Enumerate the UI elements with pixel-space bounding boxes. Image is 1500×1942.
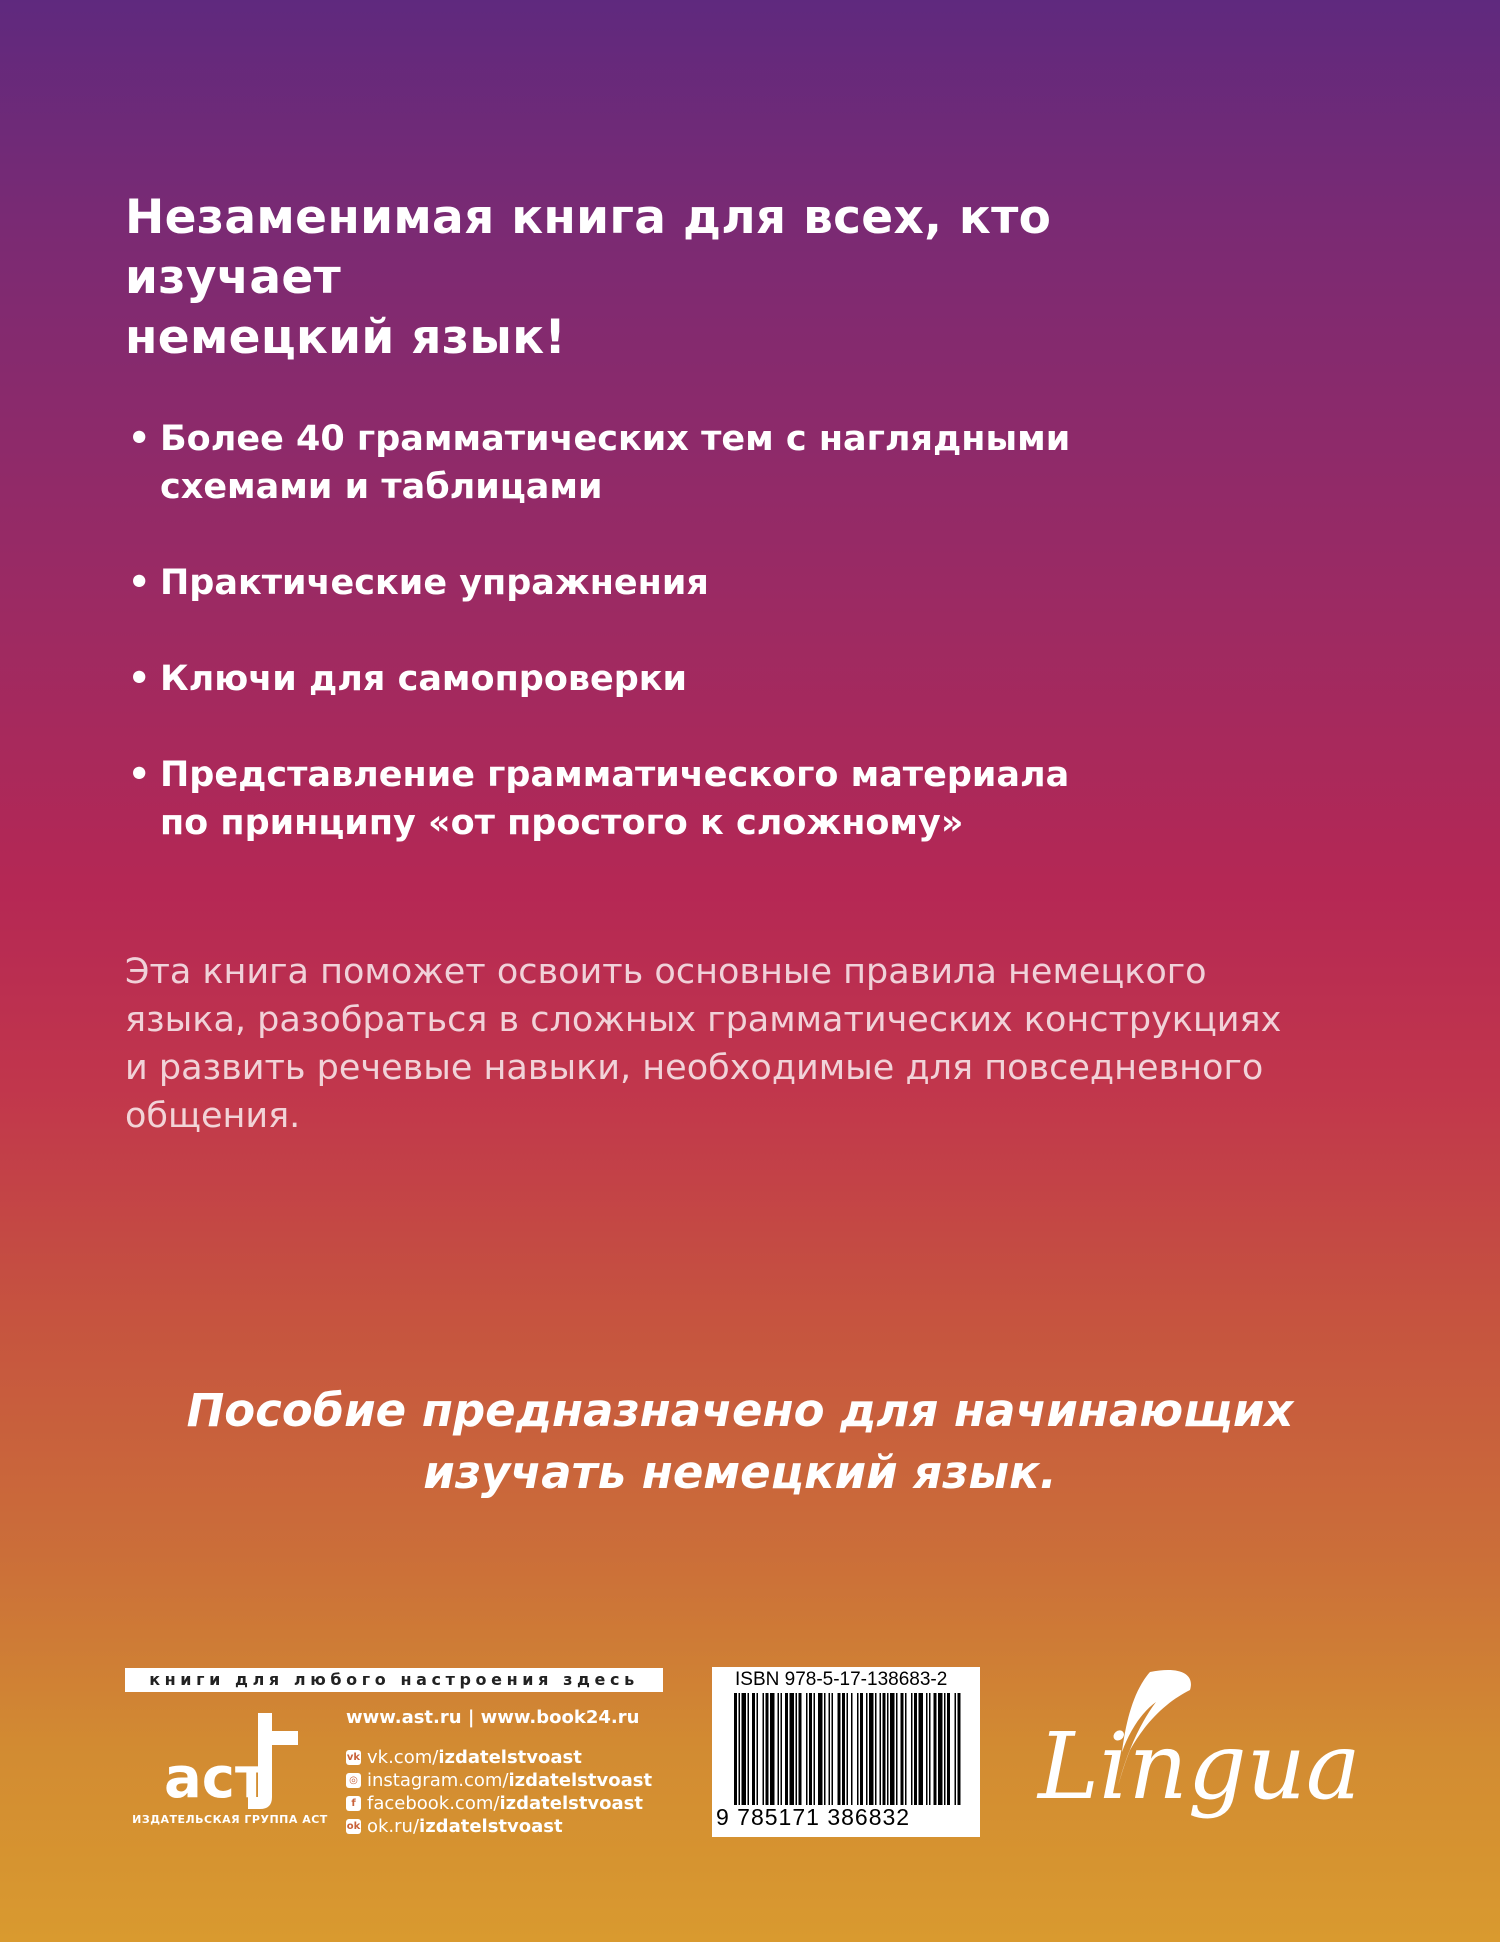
feature-line-2: схемами и таблицами — [160, 467, 603, 507]
publisher-website-link[interactable]: www.ast.ru | www.book24.ru — [346, 1707, 640, 1728]
feature-line-2: по принципу «от простого к сложному» — [160, 803, 964, 843]
barcode-bar — [880, 1693, 882, 1805]
barcode-bar — [829, 1693, 831, 1805]
feature-item — [128, 415, 1328, 511]
feature-item — [128, 751, 1328, 847]
bullet-icon: • — [128, 419, 151, 459]
barcode-bar — [890, 1693, 895, 1805]
bullet-icon: • — [128, 755, 151, 795]
target-audience-note — [0, 1380, 1480, 1504]
barcode-bar — [905, 1693, 907, 1805]
barcode-bar — [748, 1693, 750, 1805]
social-link-vk[interactable]: vk vk.com/ izdatelstvoast — [346, 1747, 582, 1768]
barcode-bar — [869, 1693, 874, 1805]
ean-digits: 9 785171 386832 — [716, 1804, 911, 1830]
odnoklassniki-icon: ok — [346, 1821, 361, 1832]
barcode-bar — [781, 1693, 783, 1805]
ast-logo-text: аст — [164, 1746, 268, 1811]
feature-line-1: Практические упражнения — [160, 563, 709, 603]
lingua-logo — [1030, 1660, 1361, 1850]
barcode-bar — [742, 1693, 747, 1805]
barcode-bar — [955, 1693, 957, 1805]
barcode-bar — [958, 1693, 961, 1805]
barcode-bar — [824, 1693, 826, 1805]
barcode-bar — [818, 1693, 823, 1805]
barcode-bar — [926, 1693, 928, 1805]
barcode-bar — [842, 1693, 845, 1805]
barcode-bar — [911, 1693, 913, 1805]
publisher-links — [346, 1707, 676, 1838]
publisher-tagline: книги для любого настроения здесь — [125, 1668, 663, 1692]
feature-line-1: Представление грамматического материала — [160, 755, 1070, 795]
vk-icon: vk — [346, 1752, 361, 1763]
headline-line-2: немецкий язык! — [125, 310, 567, 365]
social-link-odnoklassniki[interactable]: ok ok.ru/ izdatelstvoast — [346, 1816, 563, 1837]
barcode-bar — [796, 1693, 798, 1805]
barcode-bar — [838, 1693, 841, 1805]
barcode-bar — [929, 1693, 931, 1805]
barcode-icon — [734, 1693, 962, 1805]
feature-list — [128, 415, 1328, 895]
barcode-bar — [919, 1693, 924, 1805]
barcode-bar — [778, 1693, 780, 1805]
headline — [125, 188, 1275, 368]
barcode-bar — [763, 1693, 765, 1805]
description-line: языка, разобраться в сложных грамматических конструкциях — [125, 1000, 1282, 1040]
barcode-bar — [851, 1693, 853, 1805]
lingua-logo-text: Lingua — [1038, 1713, 1361, 1820]
barcode-bar — [809, 1693, 812, 1805]
barcode-bar — [866, 1693, 868, 1805]
description-line: и развить речевые навыки, необходимые для повседневного — [125, 1048, 1264, 1088]
bullet-icon: • — [128, 659, 151, 699]
barcode-bar — [860, 1693, 863, 1805]
barcode-bar — [770, 1693, 775, 1805]
barcode-bar — [938, 1693, 943, 1805]
publisher-caption: ИЗДАТЕЛЬСКАЯ ГРУППА АСТ — [132, 1813, 328, 1826]
barcode-bar — [799, 1693, 802, 1805]
social-link-instagram[interactable]: ◎ instagram.com/ izdatelstvoast — [346, 1769, 676, 1792]
isbn-barcode — [712, 1667, 980, 1837]
barcode-bar — [887, 1693, 889, 1805]
barcode-bar — [934, 1693, 937, 1805]
feature-item — [128, 655, 1328, 703]
barcode-bar — [790, 1693, 795, 1805]
feature-line-1: Ключи для самопроверки — [160, 659, 688, 699]
barcode-bar — [944, 1693, 946, 1805]
target-line-2: изучать немецкий язык. — [423, 1446, 1057, 1499]
instagram-icon: ◎ — [346, 1773, 361, 1788]
facebook-icon: f — [346, 1796, 361, 1811]
description-paragraph — [125, 948, 1385, 1140]
headline-line-1: Незаменимая книга для всех, кто изучает — [125, 190, 1052, 305]
description-line: Эта книга поможет освоить основные правила немецкого — [125, 952, 1207, 992]
bullet-icon: • — [128, 563, 151, 603]
barcode-bar — [752, 1693, 755, 1805]
barcode-bar — [914, 1693, 917, 1805]
barcode-bar — [785, 1693, 788, 1805]
target-line-1: Пособие предназначено для начинающих — [186, 1384, 1294, 1437]
barcode-bar — [896, 1693, 898, 1805]
barcode-bar — [832, 1693, 834, 1805]
social-link-facebook[interactable]: f facebook.com/ izdatelstvoast — [346, 1792, 676, 1815]
barcode-bar — [734, 1693, 737, 1805]
feature-item — [128, 559, 1328, 607]
barcode-bar — [806, 1693, 808, 1805]
barcode-bar — [814, 1693, 816, 1805]
barcode-bar — [847, 1693, 849, 1805]
description-line: общения. — [125, 1096, 301, 1136]
barcode-bar — [901, 1693, 904, 1805]
barcode-bar — [947, 1693, 950, 1805]
isbn-number: ISBN 978-5-17-138683-2 — [735, 1669, 948, 1690]
barcode-bar — [766, 1693, 769, 1805]
barcode-bar — [875, 1693, 877, 1805]
barcode-bar — [739, 1693, 741, 1805]
feature-line-1: Более 40 грамматических тем с наглядными — [160, 419, 1071, 459]
barcode-bar — [883, 1693, 886, 1805]
barcode-bar — [857, 1693, 859, 1805]
barcode-bar — [757, 1693, 759, 1805]
